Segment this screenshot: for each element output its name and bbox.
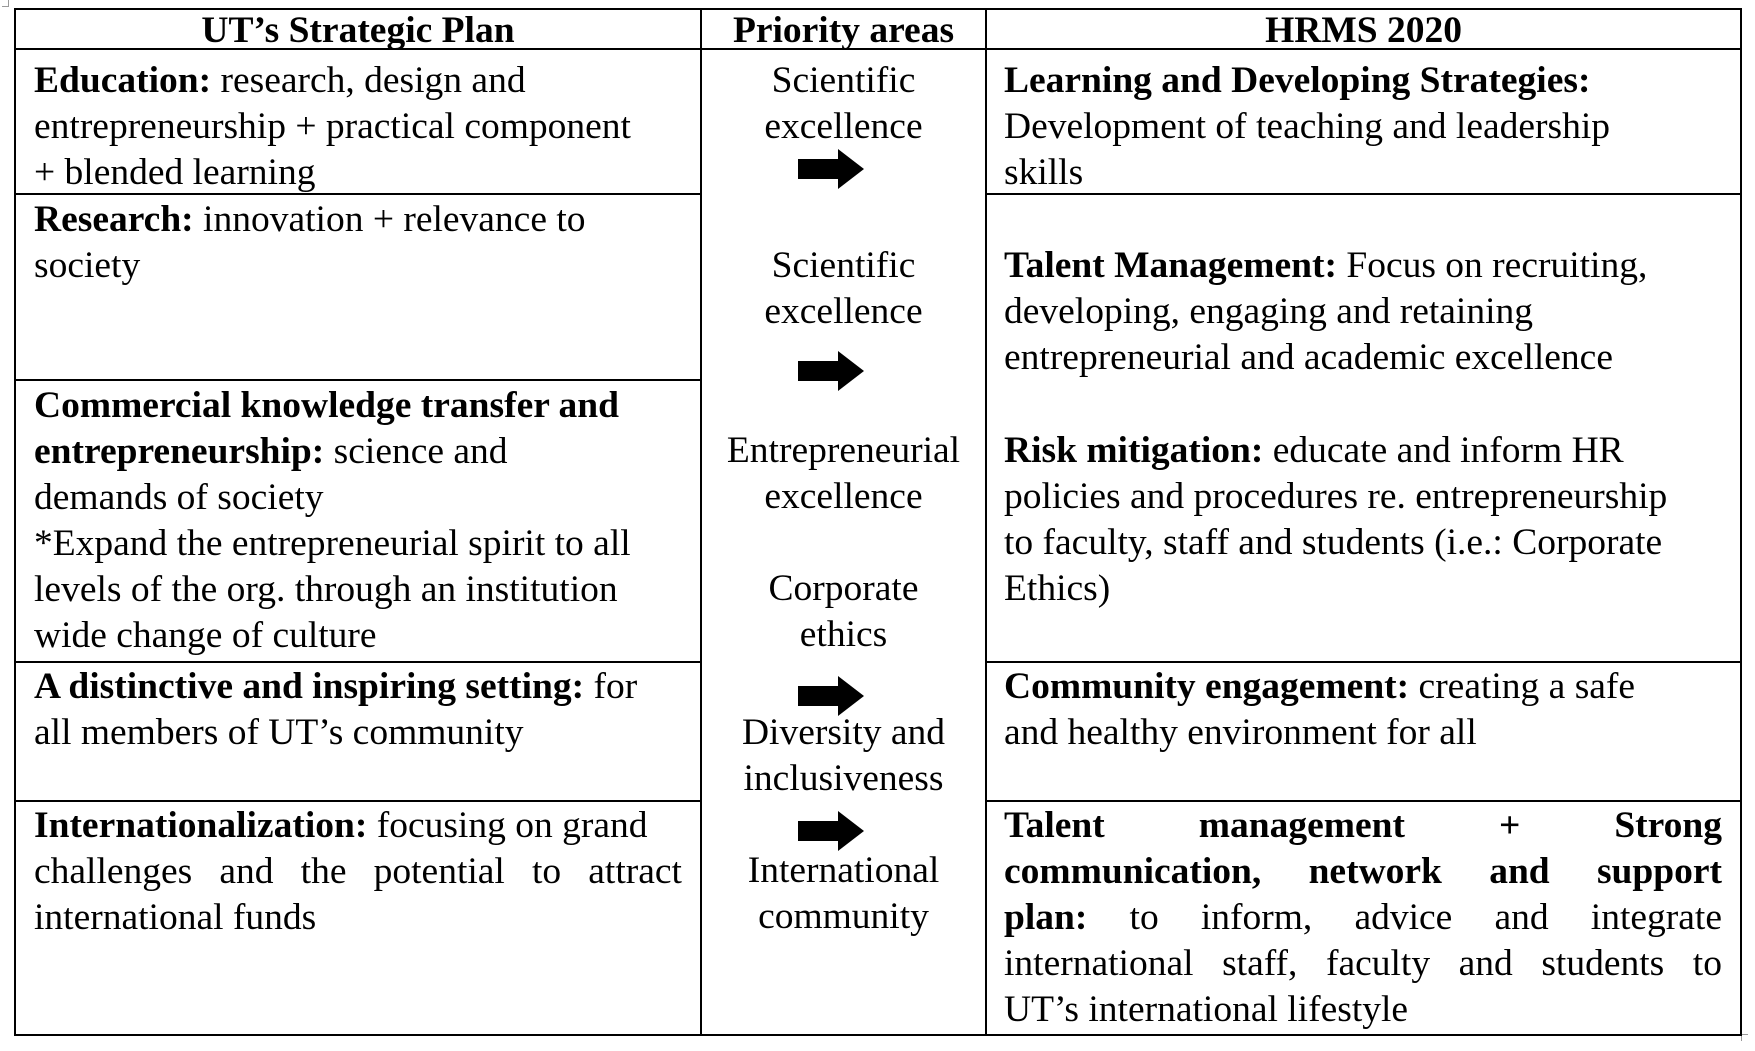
strong-justified-line xyxy=(1004,803,1722,849)
internationalization-text: international funds xyxy=(34,897,317,938)
commercial-knowledge-cell xyxy=(34,383,631,659)
word: management xyxy=(1198,805,1405,846)
word: attract xyxy=(588,851,682,892)
priority-text: Entrepreneurial xyxy=(726,430,961,471)
communication-support-cell xyxy=(1004,803,1722,1033)
commercial-text: *Expand the entrepreneurial spirit to all xyxy=(34,523,631,564)
priority-text: International xyxy=(747,850,940,891)
education-text: entrepreneurship + practical component xyxy=(34,106,631,147)
priority-text: Scientific xyxy=(771,245,916,286)
learning-text: skills xyxy=(1004,152,1084,193)
talent-management-cell xyxy=(1004,243,1647,381)
priority-text: excellence xyxy=(764,476,923,517)
internationalization-cell xyxy=(34,803,682,941)
community-text: creating a safe xyxy=(1409,666,1636,707)
word: to xyxy=(1129,897,1159,938)
row-divider xyxy=(985,661,1742,663)
word: potential xyxy=(373,851,505,892)
word: faculty xyxy=(1325,943,1431,984)
header-hrms-2020: HRMS 2020 xyxy=(1265,10,1462,51)
column-divider xyxy=(985,8,987,1036)
word: communication, xyxy=(1004,851,1262,892)
commercial-label: entrepreneurship: xyxy=(34,431,325,472)
strong-justified-line xyxy=(1004,849,1722,895)
talent-text: entrepreneurial and academic excellence xyxy=(1004,337,1613,378)
research-label: Research: xyxy=(34,199,194,240)
priority-diversity-inclusiveness xyxy=(702,710,985,802)
plan-label: plan: xyxy=(1004,897,1088,938)
strong-justified-line xyxy=(1004,895,1722,941)
talent-text: Focus on recruiting, xyxy=(1336,245,1648,286)
priority-text: Scientific xyxy=(771,60,916,101)
inspiring-setting-cell xyxy=(34,664,637,756)
talent-text: developing, engaging and retaining xyxy=(1004,291,1534,332)
internationalization-text: focusing on grand xyxy=(367,805,648,846)
community-text: and healthy environment for all xyxy=(1004,712,1477,753)
setting-label: A distinctive and inspiring setting: xyxy=(34,666,585,707)
internationalization-label: Internationalization: xyxy=(34,805,368,846)
row-divider xyxy=(14,800,702,802)
risk-label: Risk mitigation: xyxy=(1004,430,1264,471)
commercial-text: wide change of culture xyxy=(34,615,377,656)
priority-corporate-ethics xyxy=(702,566,985,658)
page-corner-mark xyxy=(2,0,9,7)
talent-label: Talent Management: xyxy=(1004,245,1337,286)
word: the xyxy=(300,851,347,892)
word: support xyxy=(1596,851,1722,892)
right-arrow-icon xyxy=(798,676,864,716)
word: + xyxy=(1498,805,1521,846)
priority-text: excellence xyxy=(764,291,923,332)
priority-text: community xyxy=(758,896,929,937)
word: inform, xyxy=(1200,897,1313,938)
community-label: Community engagement: xyxy=(1004,666,1410,707)
strong-justified-line xyxy=(1004,941,1722,987)
education-text: research, design and xyxy=(211,60,526,101)
header-strategic-plan: UT’s Strategic Plan xyxy=(201,10,515,51)
page-corner-mark xyxy=(1741,1034,1748,1041)
priority-text: excellence xyxy=(764,106,923,147)
word: integrate xyxy=(1590,897,1722,938)
commercial-text: demands of society xyxy=(34,477,324,518)
education-label: Education: xyxy=(34,60,212,101)
strong-text: UT’s international lifestyle xyxy=(1004,989,1409,1030)
priority-entrepreneurial-excellence xyxy=(702,428,985,520)
education-text: + blended learning xyxy=(34,152,316,193)
priority-international-community xyxy=(702,848,985,940)
word: Talent xyxy=(1004,805,1105,846)
word: advice xyxy=(1354,897,1453,938)
risk-text: educate and inform HR xyxy=(1263,430,1624,471)
community-engagement-cell xyxy=(1004,664,1635,756)
word: and xyxy=(1489,851,1550,892)
research-text: society xyxy=(34,245,141,286)
row-divider xyxy=(14,379,702,381)
word: staff, xyxy=(1222,943,1298,984)
research-text: innovation + relevance to xyxy=(193,199,586,240)
education-cell xyxy=(34,58,631,196)
priority-text: inclusiveness xyxy=(743,758,944,799)
risk-text: Ethics) xyxy=(1004,568,1111,609)
risk-text: policies and procedures re. entrepreneurship xyxy=(1004,476,1668,517)
word: network xyxy=(1308,851,1442,892)
word: challenges xyxy=(34,851,193,892)
table-border-bottom xyxy=(14,1034,1742,1036)
risk-mitigation-cell xyxy=(1004,428,1667,612)
priority-scientific-excellence-2 xyxy=(702,243,985,335)
priority-text: Diversity and xyxy=(741,712,946,753)
research-cell xyxy=(34,197,586,289)
word: and xyxy=(1458,943,1513,984)
header-priority-areas: Priority areas xyxy=(732,10,955,51)
word: and xyxy=(1494,897,1549,938)
right-arrow-icon xyxy=(798,351,864,391)
priority-text: ethics xyxy=(799,614,888,655)
word: to xyxy=(531,851,562,892)
table-border-left xyxy=(14,8,16,1036)
word: international xyxy=(1004,943,1194,984)
table-border-right xyxy=(1740,8,1742,1036)
internationalization-justified-line xyxy=(34,849,682,895)
commercial-label: Commercial knowledge transfer and xyxy=(34,385,620,426)
right-arrow-icon xyxy=(798,811,864,851)
word: Strong xyxy=(1614,805,1722,846)
setting-text: for xyxy=(584,666,638,707)
priority-scientific-excellence-1 xyxy=(702,58,985,150)
row-divider xyxy=(985,800,1742,802)
row-divider xyxy=(14,661,702,663)
setting-text: all members of UT’s community xyxy=(34,712,524,753)
word: to xyxy=(1692,943,1722,984)
risk-text: to faculty, staff and students (i.e.: Corporate xyxy=(1004,522,1663,563)
commercial-text: levels of the org. through an institution xyxy=(34,569,618,610)
learning-text: Development of teaching and leadership xyxy=(1004,106,1611,147)
commercial-text: science and xyxy=(324,431,508,472)
priority-text: Corporate xyxy=(768,568,919,609)
learning-developing-cell xyxy=(1004,58,1610,196)
learning-label: Learning and Developing Strategies: xyxy=(1004,60,1591,101)
word: and xyxy=(219,851,274,892)
word: students xyxy=(1541,943,1665,984)
right-arrow-icon xyxy=(798,149,864,189)
